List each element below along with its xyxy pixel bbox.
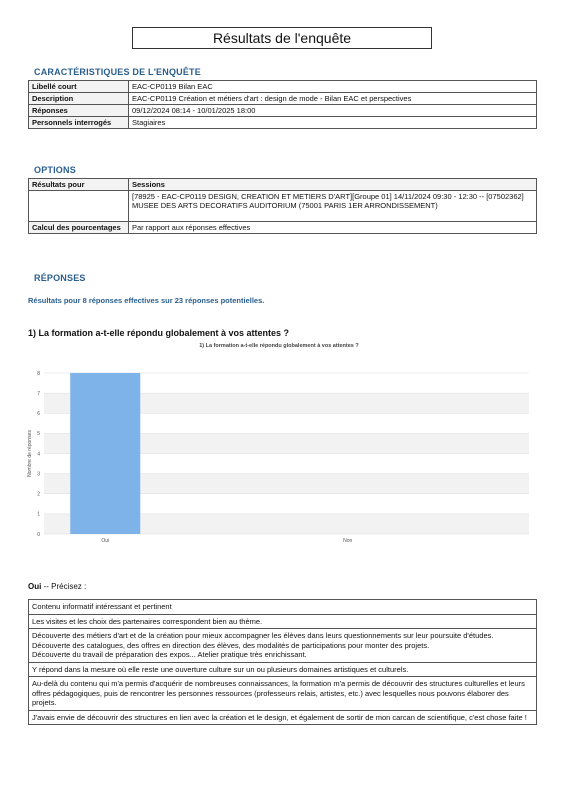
table-row [29, 117, 537, 129]
y-tick-label: 1 [37, 511, 40, 518]
y-tick-label: 8 [37, 370, 40, 377]
question-title: 1) La formation a-t-elle répondu globalement à vos attentes ? [28, 328, 290, 338]
answers-table [28, 599, 537, 725]
y-tick-label: 4 [37, 451, 40, 458]
y-tick-label: 5 [37, 431, 40, 438]
y-tick-label: 6 [37, 411, 40, 418]
session-value: [78925 - EAC-CP0119 DESIGN, CREATION ET METIERS D'ART][Groupe 01] 14/11/2024 09:30 - 12:30 -- [07502362] MUSEE DES ARTS DECORATIFS AUDITORIUM (75001 PARIS 1ER ARRONDISSEMENT) [129, 191, 537, 222]
answer-cell: J'avais envie de découvrir des structures en lien avec la création et le design, et également de sortir de mon carcan de scientifique, c'est chose faite ! [29, 710, 537, 725]
chart-bars [70, 373, 140, 534]
options-heading: OPTIONS [34, 165, 76, 175]
y-tick-label: 3 [37, 471, 40, 478]
table-row [29, 662, 537, 677]
precisez-answer: Oui [28, 582, 42, 591]
row-value: Par rapport aux réponses effectives [129, 222, 537, 234]
table-row [29, 179, 537, 191]
y-tick-label: 0 [37, 531, 40, 538]
table-row [29, 93, 537, 105]
precisez-text: -- Précisez : [41, 582, 87, 591]
x-tick-label: Oui [101, 538, 110, 544]
bar-chart [24, 338, 534, 553]
row-value: Stagiaires [129, 117, 537, 129]
row-key: Libellé court [29, 81, 129, 93]
row-value: EAC-CP0119 Bilan EAC [129, 81, 537, 93]
table-row [29, 81, 537, 93]
y-tick-label: 7 [37, 390, 40, 397]
page-title: Résultats de l'enquête [132, 27, 432, 49]
table-row [29, 614, 537, 629]
row-value: 09/12/2024 08:14 - 10/01/2025 18:00 [129, 105, 537, 117]
answer-cell: Y répond dans la mesure où elle reste une ouverture culture sur un ou plusieurs domaines artistiques et culturels. [29, 662, 537, 677]
table-row [29, 222, 537, 234]
row-key: Réponses [29, 105, 129, 117]
responses-summary: Résultats pour 8 réponses effectives sur 23 réponses potentielles. [28, 296, 265, 305]
bar-oui [70, 373, 140, 534]
responses-heading: RÉPONSES [34, 273, 86, 283]
table-row [29, 710, 537, 725]
row-key: Résultats pour [29, 179, 129, 191]
options-table [28, 178, 537, 234]
row-value: EAC-CP0119 Création et métiers d'art : design de mode - Bilan EAC et perspectives [129, 93, 537, 105]
table-row [29, 677, 537, 711]
table-row [29, 600, 537, 615]
precisez-label [28, 582, 86, 591]
row-key-empty [29, 191, 129, 222]
y-tick-label: 2 [37, 491, 40, 498]
answer-cell: Les visites et les choix des partenaires correspondent bien au thème. [29, 614, 537, 629]
row-key: Personnels interrogés [29, 117, 129, 129]
row-key: Calcul des pourcentages [29, 222, 129, 234]
characteristics-table [28, 80, 537, 129]
answer-cell: Contenu informatif intéressant et pertinent [29, 600, 537, 615]
answer-cell: Au-delà du contenu qui m'a permis d'acquérir de nombreuses connaissances, la formation m'a permis de découvrir des structures culturelles et leurs offres pédagogiques, puis de rencontrer les personnes ressources (professeurs relais, artistes, etc.) avec lesquelles nous pouvons élaborer des projets. [29, 677, 537, 711]
y-tick-labels [37, 371, 40, 538]
row-key: Description [29, 93, 129, 105]
characteristics-heading: CARACTÉRISTIQUES DE L'ENQUÊTE [34, 67, 201, 77]
y-axis-label: Nombre de réponses [27, 430, 33, 477]
x-tick-label: Non [343, 538, 353, 544]
table-row [29, 105, 537, 117]
x-tick-labels [101, 538, 352, 544]
answer-cell: Découverte des métiers d'art et de la création pour mieux accompagner les élèves dans leurs questionnements sur leur poursuite d'études. Découverte des catalogues, des offres en direction des élèves, des modalités de participations pour monter des projets. Découverte du travail de préparation des expos... Atelier pratique très enrichissant. [29, 629, 537, 663]
table-row [29, 629, 537, 663]
table-row [29, 191, 537, 222]
chart-title: 1) La formation a-t-elle répondu globalement à vos attentes ? [199, 343, 359, 349]
row-value: Sessions [129, 179, 537, 191]
